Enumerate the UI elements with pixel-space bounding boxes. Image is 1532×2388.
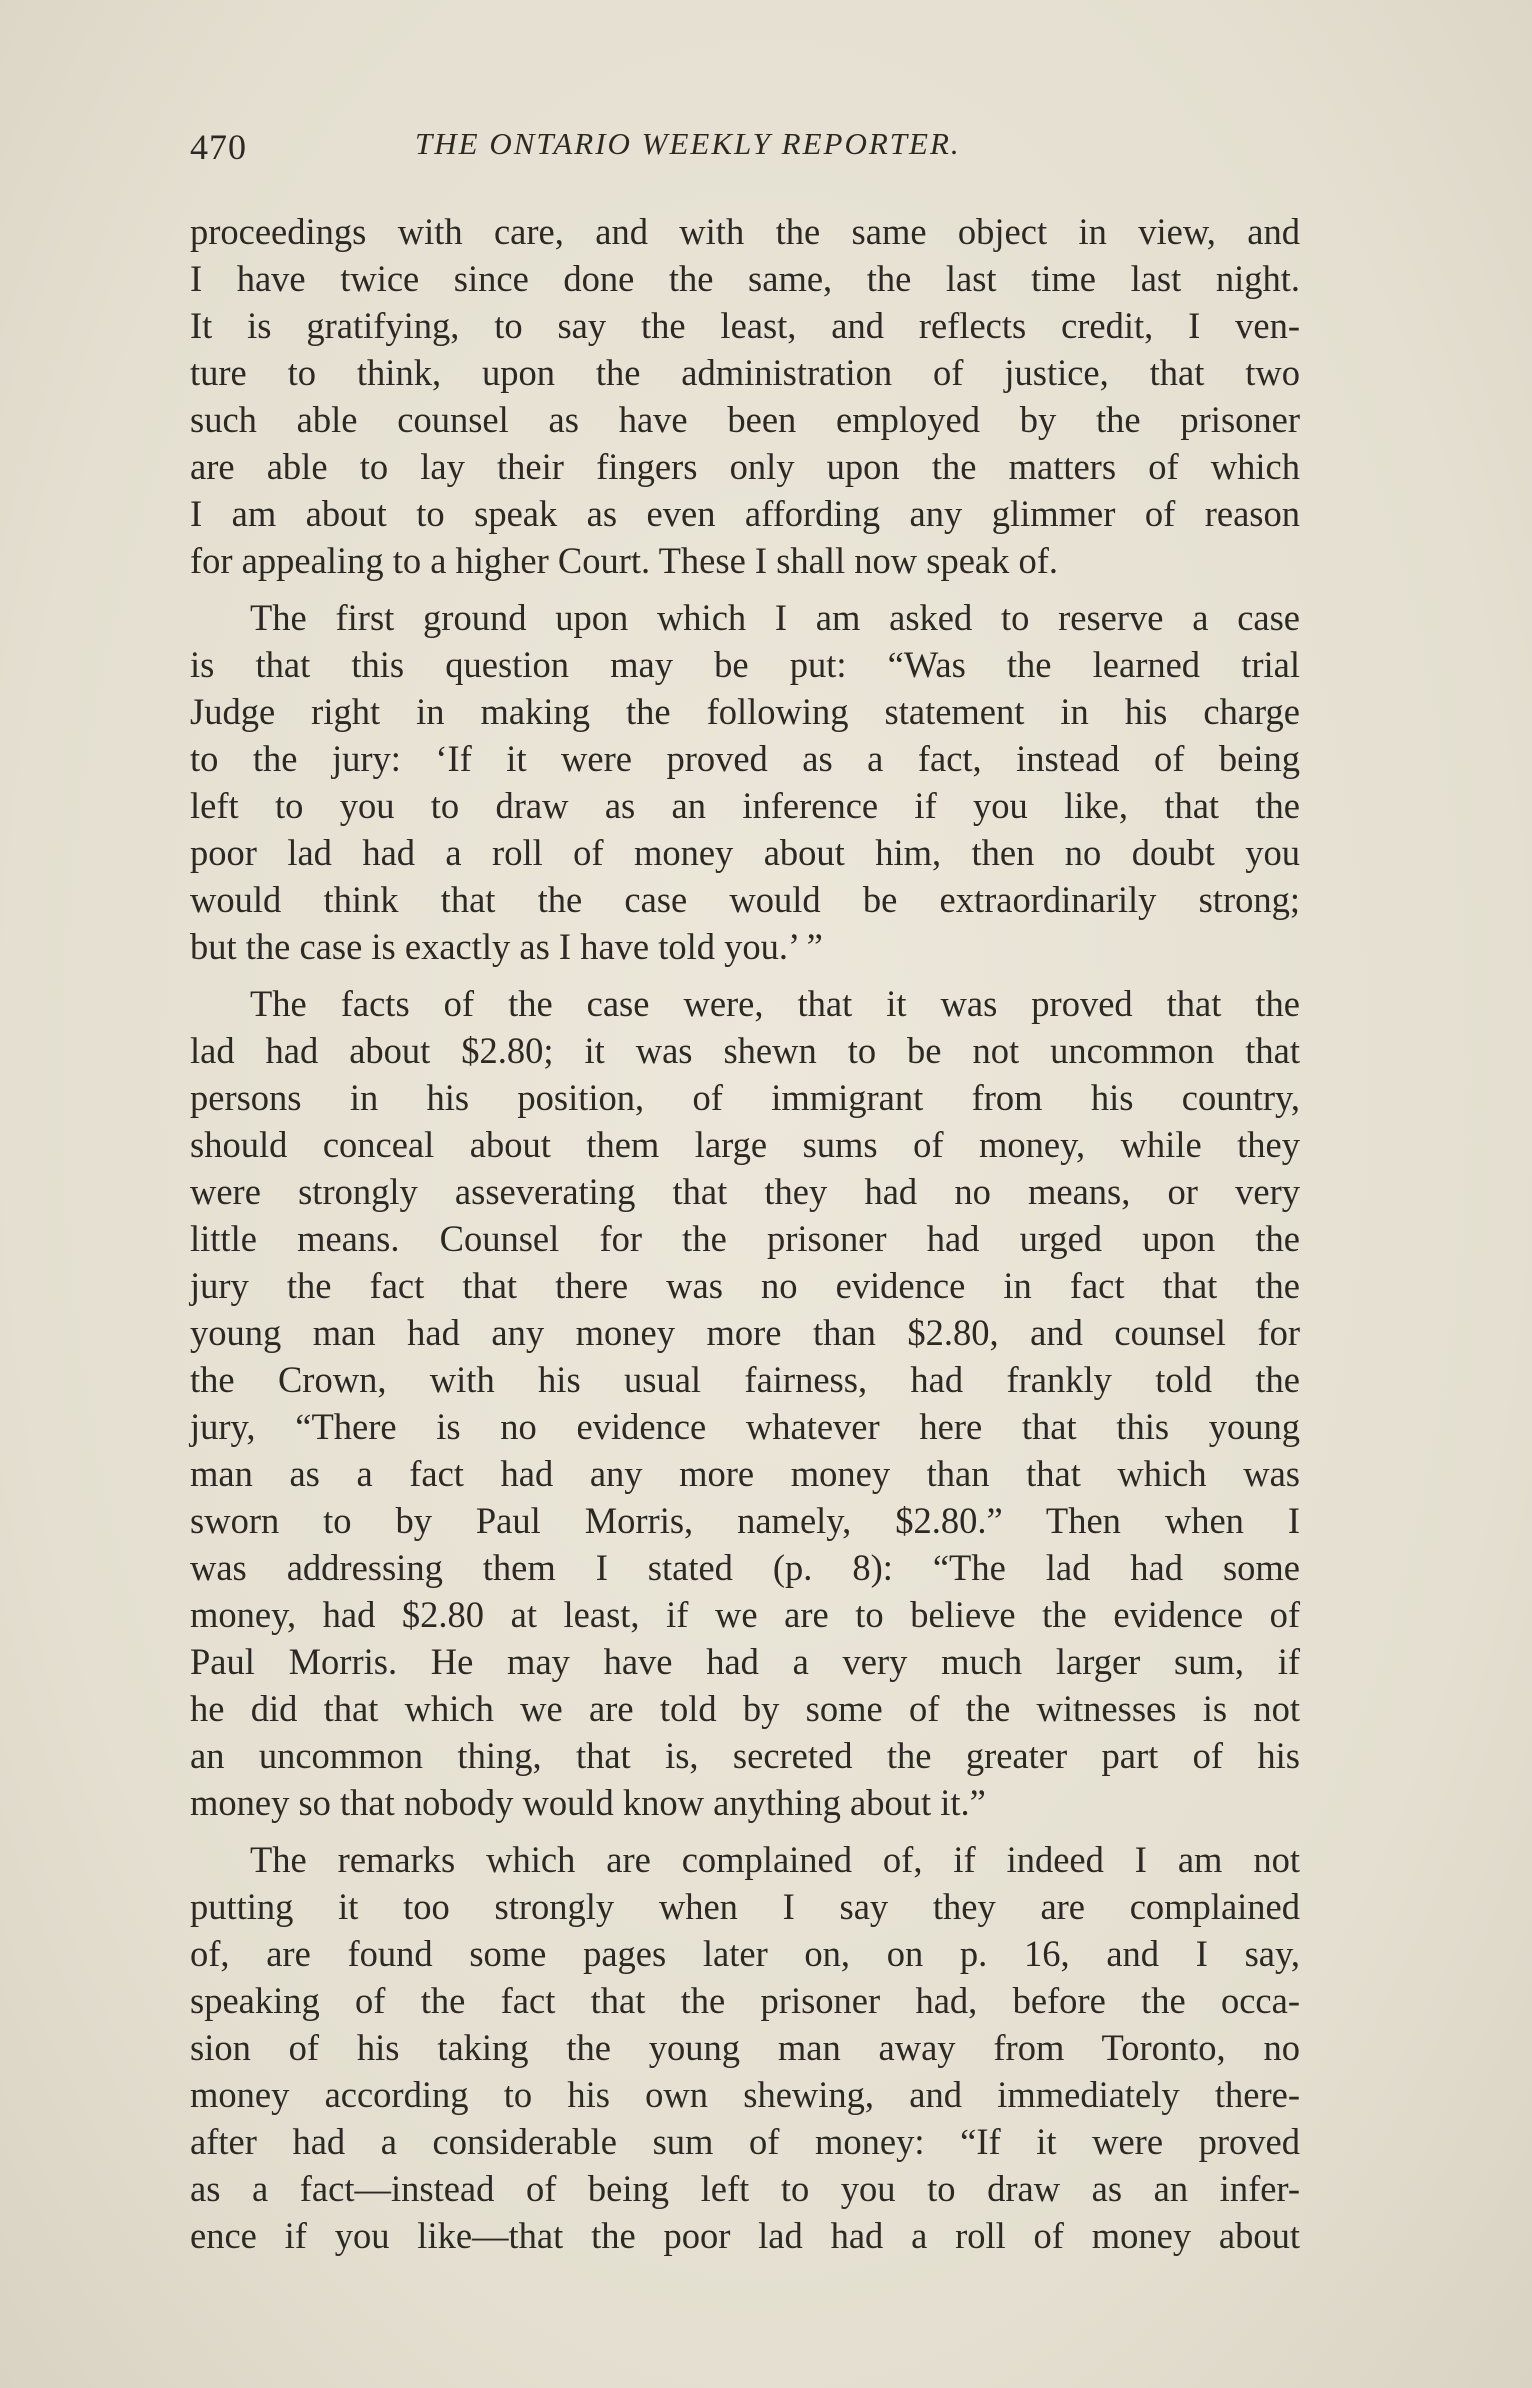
text-line: are able to lay their fingers only upon the matters of which [190, 446, 1300, 487]
text-line: would think that the case would be extraordinarily strong; [190, 879, 1300, 920]
text-line: Paul Morris. He may have had a very much larger sum, if [190, 1641, 1300, 1682]
text-line: persons in his position, of immigrant from his country, [190, 1077, 1300, 1118]
text-line: proceedings with care, and with the same object in view, and [190, 211, 1300, 252]
text-line: little means. Counsel for the prisoner had urged upon the [190, 1218, 1300, 1259]
text-line: sworn to by Paul Morris, namely, $2.80.” Then when I [190, 1500, 1300, 1541]
text-line: The remarks which are complained of, if indeed I am not [250, 1839, 1300, 1880]
text-line: were strongly asseverating that they had no means, or very [190, 1171, 1300, 1212]
text-line: such able counsel as have been employed by the prisoner [190, 399, 1300, 440]
text-line: I have twice since done the same, the last time last night. [190, 258, 1300, 299]
text-line: jury, “There is no evidence whatever here that this young [190, 1406, 1300, 1447]
text-line: of, are found some pages later on, on p. 16, and I say, [190, 1933, 1300, 1974]
text-line: poor lad had a roll of money about him, then no doubt you [190, 832, 1300, 873]
paragraph-gap [190, 584, 1300, 594]
text-line: left to you to draw as an inference if you like, that the [190, 785, 1300, 826]
text-line: an uncommon thing, that is, secreted the greater part of his [190, 1735, 1300, 1776]
running-title: THE ONTARIO WEEKLY REPORTER. [415, 126, 961, 161]
text-line: is that this question may be put: “Was the learned trial [190, 644, 1300, 685]
text-line: sion of his taking the young man away from Toronto, no [190, 2027, 1300, 2068]
text-line: The facts of the case were, that it was proved that the [250, 983, 1300, 1024]
paragraph-3 [190, 980, 1300, 1826]
text-line: Judge right in making the following statement in his charge [190, 691, 1300, 732]
text-line: ence if you like—that the poor lad had a roll of money about [190, 2215, 1300, 2256]
text-line: but the case is exactly as I have told you.’ ” [190, 926, 823, 967]
text-line: money, had $2.80 at least, if we are to believe the evidence of [190, 1594, 1300, 1635]
text-line: man as a fact had any more money than that which was [190, 1453, 1300, 1494]
text-line: to the jury: ‘If it were proved as a fact, instead of being [190, 738, 1300, 779]
text-line: jury the fact that there was no evidence in fact that the [190, 1265, 1300, 1306]
paragraph-gap [190, 970, 1300, 980]
text-line: was addressing them I stated (p. 8): “The lad had some [190, 1547, 1300, 1588]
text-line: I am about to speak as even affording any glimmer of reason [190, 493, 1300, 534]
text-line: ture to think, upon the administration of justice, that two [190, 352, 1300, 393]
paragraph-1 [190, 208, 1300, 584]
page-number: 470 [190, 127, 247, 167]
page-header [190, 118, 1300, 178]
text-line: speaking of the fact that the prisoner had, before the occa- [190, 1980, 1300, 2021]
text-line: It is gratifying, to say the least, and reflects credit, I ven- [190, 305, 1300, 346]
text-line: money so that nobody would know anything about it.” [190, 1782, 986, 1823]
text-line: The first ground upon which I am asked to reserve a case [250, 597, 1300, 638]
text-line: money according to his own shewing, and immediately there- [190, 2074, 1300, 2115]
text-line: for appealing to a higher Court. These I shall now speak of. [190, 540, 1058, 581]
text-line: after had a considerable sum of money: “If it were proved [190, 2121, 1300, 2162]
text-line: the Crown, with his usual fairness, had frankly told the [190, 1359, 1300, 1400]
text-line: as a fact—instead of being left to you to draw as an infer- [190, 2168, 1300, 2209]
text-line: he did that which we are told by some of the witnesses is not [190, 1688, 1300, 1729]
text-line: lad had about $2.80; it was shewn to be not uncommon that [190, 1030, 1300, 1071]
text-line: young man had any money more than $2.80, and counsel for [190, 1312, 1300, 1353]
paragraph-gap [190, 1826, 1300, 1836]
paragraph-2 [190, 594, 1300, 970]
text-line: putting it too strongly when I say they are complained [190, 1886, 1300, 1927]
paragraph-4 [190, 1836, 1300, 2259]
text-line: should conceal about them large sums of money, while they [190, 1124, 1300, 1165]
body-text [190, 208, 1300, 2259]
